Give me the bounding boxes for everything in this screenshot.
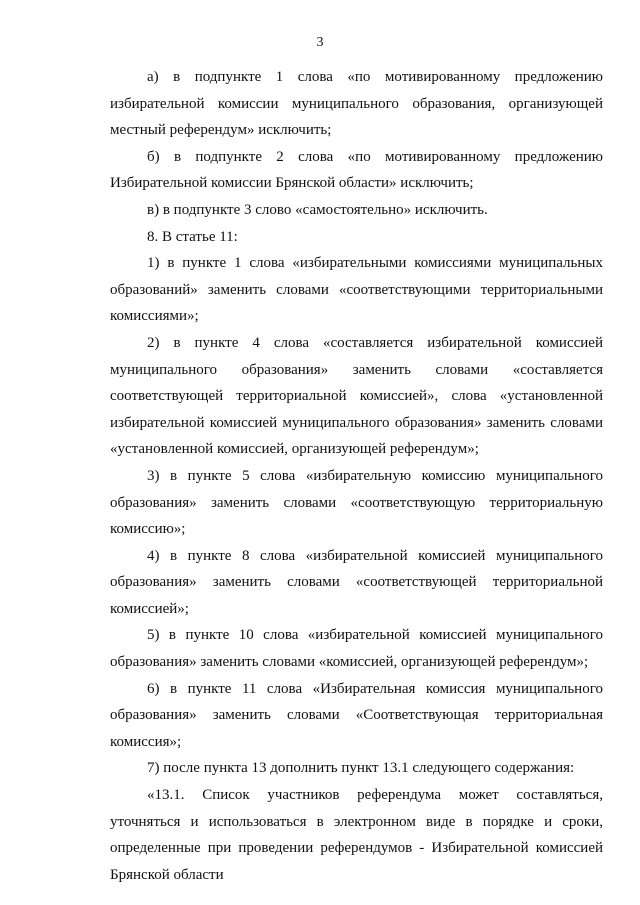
paragraph-c-subpoint-3: в) в подпункте 3 слово «самостоятельно» исключить. (147, 201, 488, 218)
paragraph-article-11-heading: 8. В статье 11: (147, 228, 238, 245)
paragraph-item-5: 5) в пункте 10 слова «избирательной комиссией муниципального образования» заменить словами «комиссией, организующей референдум»; (110, 627, 603, 671)
page-number: 3 (316, 35, 324, 50)
paragraph-item-7: 7) после пункта 13 дополнить пункт 13.1 следующего содержания: (147, 760, 575, 777)
paragraph-a-subpoint-1: а) в подпункте 1 слова «по мотивированному предложению избирательной комиссии муниципального образования, организующей местный референдум» исключить; (110, 69, 603, 139)
paragraph-b-subpoint-2: б) в подпункте 2 слова «по мотивированному предложению Избирательной комиссии Брянской области» исключить; (110, 148, 603, 192)
paragraph-item-1: 1) в пункте 1 слова «избирательными комиссиями муниципальных образований» заменить словами «соответствующими территориальными комиссиями»; (110, 255, 603, 325)
paragraph-item-13-1-quote: «13.1. Список участников референдума может составляться, уточняться и использоваться в электронном виде в порядке и сроки, определенные при проведении референдумов - Избирательной комиссией Брянской области (110, 787, 603, 883)
paragraph-item-3: 3) в пункте 5 слова «избирательную комиссию муниципального образования» заменить словами «соответствующую территориальную комиссию»; (110, 467, 603, 538)
paragraph-item-2: 2) в пункте 4 слова «составляется избирательной комиссией муниципального образования» заменить словами «составляется соответствующей территориальной комиссией», слова «установленной избирательной комиссией муниципального образования» заменить словами «установленной комиссией, организующей референдум»; (110, 334, 603, 458)
paragraph-item-4: 4) в пункте 8 слова «избирательной комиссией муниципального образования» заменить словами «соответствующей территориальной комиссией»; (110, 547, 603, 617)
paragraph-item-6: 6) в пункте 11 слова «Избирательная комиссия муниципального образования» заменить словами «Соответствующая территориальная комиссия»; (110, 680, 603, 750)
document-body (110, 64, 603, 888)
